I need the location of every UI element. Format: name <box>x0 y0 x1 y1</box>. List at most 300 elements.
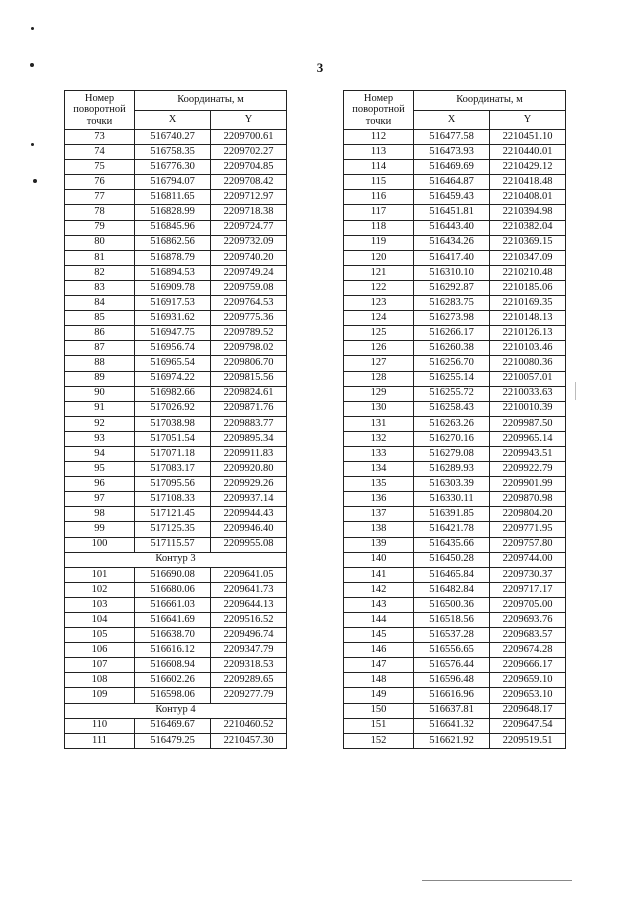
header-y: Y <box>211 111 287 130</box>
table-row <box>65 356 287 371</box>
x-coordinate-cell: 516273.98 <box>414 311 490 326</box>
y-coordinate-cell: 2210451.10 <box>490 130 566 145</box>
header-coordinates: Координаты, м <box>414 91 566 111</box>
point-number-cell: 113 <box>344 145 414 160</box>
x-coordinate-cell: 517071.18 <box>135 446 211 461</box>
x-coordinate-cell: 516661.03 <box>135 597 211 612</box>
x-coordinate-cell: 516602.26 <box>135 673 211 688</box>
y-coordinate-cell: 2209955.08 <box>211 537 287 552</box>
x-coordinate-cell: 517026.92 <box>135 401 211 416</box>
y-coordinate-cell: 2210169.35 <box>490 296 566 311</box>
y-coordinate-cell: 2210347.09 <box>490 250 566 265</box>
x-coordinate-cell: 516608.94 <box>135 658 211 673</box>
table-row <box>65 341 287 356</box>
point-number-cell: 143 <box>344 597 414 612</box>
y-coordinate-cell: 2209724.77 <box>211 220 287 235</box>
table-row <box>65 205 287 220</box>
table-row <box>344 386 566 401</box>
point-number-cell: 117 <box>344 205 414 220</box>
x-coordinate-cell: 516473.93 <box>414 145 490 160</box>
y-coordinate-cell: 2209920.80 <box>211 462 287 477</box>
point-number-cell: 146 <box>344 643 414 658</box>
table-row <box>344 160 566 175</box>
x-coordinate-cell: 516310.10 <box>414 265 490 280</box>
x-coordinate-cell: 516465.84 <box>414 567 490 582</box>
y-coordinate-cell: 2210210.48 <box>490 265 566 280</box>
x-coordinate-cell: 516862.56 <box>135 235 211 250</box>
x-coordinate-cell: 516256.70 <box>414 356 490 371</box>
margin-dot <box>31 27 34 30</box>
table-row <box>65 567 287 582</box>
margin-dot <box>31 143 34 146</box>
point-number-cell: 98 <box>65 507 135 522</box>
y-coordinate-cell: 2209965.14 <box>490 431 566 446</box>
table-row <box>344 597 566 612</box>
y-coordinate-cell: 2210010.39 <box>490 401 566 416</box>
y-coordinate-cell: 2210185.06 <box>490 280 566 295</box>
table-row <box>65 190 287 205</box>
x-coordinate-cell: 516956.74 <box>135 341 211 356</box>
x-coordinate-cell: 516556.65 <box>414 643 490 658</box>
x-coordinate-cell: 516435.66 <box>414 537 490 552</box>
table-row <box>344 552 566 567</box>
x-coordinate-cell: 516283.75 <box>414 296 490 311</box>
x-coordinate-cell: 516758.35 <box>135 145 211 160</box>
table-row <box>65 613 287 628</box>
x-coordinate-cell: 516330.11 <box>414 492 490 507</box>
table-row <box>344 628 566 643</box>
y-coordinate-cell: 2209775.36 <box>211 311 287 326</box>
table-row <box>344 220 566 235</box>
x-coordinate-cell: 516270.16 <box>414 431 490 446</box>
x-coordinate-cell: 516279.08 <box>414 446 490 461</box>
table-row <box>65 431 287 446</box>
table-row <box>65 175 287 190</box>
x-coordinate-cell: 516637.81 <box>414 703 490 718</box>
y-coordinate-cell: 2209702.27 <box>211 145 287 160</box>
point-number-cell: 145 <box>344 628 414 643</box>
point-number-cell: 88 <box>65 356 135 371</box>
x-coordinate-cell: 516598.06 <box>135 688 211 703</box>
point-number-cell: 76 <box>65 175 135 190</box>
y-coordinate-cell: 2209666.17 <box>490 658 566 673</box>
x-coordinate-cell: 517038.98 <box>135 416 211 431</box>
table-row <box>65 522 287 537</box>
y-coordinate-cell: 2209744.00 <box>490 552 566 567</box>
table-row <box>344 522 566 537</box>
table-row <box>344 462 566 477</box>
y-coordinate-cell: 2210057.01 <box>490 371 566 386</box>
point-number-cell: 152 <box>344 733 414 748</box>
y-coordinate-cell: 2209717.17 <box>490 582 566 597</box>
y-coordinate-cell: 2209641.05 <box>211 567 287 582</box>
table-row <box>65 628 287 643</box>
x-coordinate-cell: 516931.62 <box>135 311 211 326</box>
y-coordinate-cell: 2209895.34 <box>211 431 287 446</box>
point-number-cell: 87 <box>65 341 135 356</box>
point-number-cell: 80 <box>65 235 135 250</box>
x-coordinate-cell: 516464.87 <box>414 175 490 190</box>
point-number-cell: 135 <box>344 477 414 492</box>
x-coordinate-cell: 516537.28 <box>414 628 490 643</box>
y-coordinate-cell: 2209644.13 <box>211 597 287 612</box>
table-row <box>65 386 287 401</box>
y-coordinate-cell: 2209804.20 <box>490 507 566 522</box>
y-coordinate-cell: 2209759.08 <box>211 280 287 295</box>
y-coordinate-cell: 2209911.83 <box>211 446 287 461</box>
table-row <box>344 356 566 371</box>
y-coordinate-cell: 2209683.57 <box>490 628 566 643</box>
x-coordinate-cell: 516451.81 <box>414 205 490 220</box>
y-coordinate-cell: 2209901.99 <box>490 477 566 492</box>
table-row <box>344 371 566 386</box>
contour-row <box>65 703 287 718</box>
point-number-cell: 108 <box>65 673 135 688</box>
point-number-cell: 111 <box>65 733 135 748</box>
x-coordinate-cell: 516641.69 <box>135 613 211 628</box>
x-coordinate-cell: 516391.85 <box>414 507 490 522</box>
table-row <box>344 673 566 688</box>
point-number-cell: 82 <box>65 265 135 280</box>
y-coordinate-cell: 2209648.17 <box>490 703 566 718</box>
table-row <box>65 235 287 250</box>
header-point-number: Номер поворотной точки <box>65 91 135 130</box>
table-row <box>344 537 566 552</box>
x-coordinate-cell: 516794.07 <box>135 175 211 190</box>
table-row <box>344 446 566 461</box>
table-row <box>65 643 287 658</box>
table-row <box>344 401 566 416</box>
y-coordinate-cell: 2209659.10 <box>490 673 566 688</box>
x-coordinate-cell: 516965.54 <box>135 356 211 371</box>
contour-label: Контур 3 <box>65 552 287 567</box>
table-row <box>65 537 287 552</box>
y-coordinate-cell: 2210394.98 <box>490 205 566 220</box>
table-row <box>65 718 287 733</box>
margin-dot <box>33 179 37 183</box>
x-coordinate-cell: 516828.99 <box>135 205 211 220</box>
point-number-cell: 102 <box>65 582 135 597</box>
y-coordinate-cell: 2209496.74 <box>211 628 287 643</box>
y-coordinate-cell: 2209946.40 <box>211 522 287 537</box>
point-number-cell: 116 <box>344 190 414 205</box>
table-row <box>65 582 287 597</box>
table-row <box>65 160 287 175</box>
x-coordinate-cell: 516616.12 <box>135 643 211 658</box>
x-coordinate-cell: 516845.96 <box>135 220 211 235</box>
y-coordinate-cell: 2209806.70 <box>211 356 287 371</box>
y-coordinate-cell: 2209798.02 <box>211 341 287 356</box>
point-number-cell: 81 <box>65 250 135 265</box>
point-number-cell: 123 <box>344 296 414 311</box>
x-coordinate-cell: 516740.27 <box>135 130 211 145</box>
y-coordinate-cell: 2209730.37 <box>490 567 566 582</box>
x-coordinate-cell: 516690.08 <box>135 567 211 582</box>
table-row <box>65 401 287 416</box>
point-number-cell: 93 <box>65 431 135 446</box>
header-x: X <box>135 111 211 130</box>
x-coordinate-cell: 516263.26 <box>414 416 490 431</box>
table-row <box>65 371 287 386</box>
table-row <box>65 507 287 522</box>
x-coordinate-cell: 516443.40 <box>414 220 490 235</box>
y-coordinate-cell: 2209937.14 <box>211 492 287 507</box>
point-number-cell: 137 <box>344 507 414 522</box>
page-number: 3 <box>316 60 324 75</box>
table-row <box>344 280 566 295</box>
y-coordinate-cell: 2209871.76 <box>211 401 287 416</box>
y-coordinate-cell: 2210126.13 <box>490 326 566 341</box>
point-number-cell: 77 <box>65 190 135 205</box>
table-row <box>65 296 287 311</box>
x-coordinate-cell: 516479.25 <box>135 733 211 748</box>
table-row <box>65 477 287 492</box>
contour-label: Контур 4 <box>65 703 287 718</box>
header-x: X <box>414 111 490 130</box>
x-coordinate-cell: 516469.67 <box>135 718 211 733</box>
point-number-cell: 133 <box>344 446 414 461</box>
x-coordinate-cell: 516982.66 <box>135 386 211 401</box>
table-row <box>65 492 287 507</box>
point-number-cell: 110 <box>65 718 135 733</box>
table-row <box>344 613 566 628</box>
table-row <box>65 145 287 160</box>
y-coordinate-cell: 2209757.80 <box>490 537 566 552</box>
x-coordinate-cell: 516258.43 <box>414 401 490 416</box>
y-coordinate-cell: 2209653.10 <box>490 688 566 703</box>
point-number-cell: 144 <box>344 613 414 628</box>
x-coordinate-cell: 516518.56 <box>414 613 490 628</box>
table-row <box>65 130 287 145</box>
y-coordinate-cell: 2209705.00 <box>490 597 566 612</box>
y-coordinate-cell: 2209789.52 <box>211 326 287 341</box>
point-number-cell: 129 <box>344 386 414 401</box>
table-row <box>65 265 287 280</box>
table-body-right <box>344 130 566 749</box>
y-coordinate-cell: 2210460.52 <box>211 718 287 733</box>
table-row <box>65 597 287 612</box>
x-coordinate-cell: 516974.22 <box>135 371 211 386</box>
y-coordinate-cell: 2209347.79 <box>211 643 287 658</box>
x-coordinate-cell: 516638.70 <box>135 628 211 643</box>
y-coordinate-cell: 2209815.56 <box>211 371 287 386</box>
x-coordinate-cell: 516303.39 <box>414 477 490 492</box>
x-coordinate-cell: 517083.17 <box>135 462 211 477</box>
table-row <box>344 250 566 265</box>
x-coordinate-cell: 516459.43 <box>414 190 490 205</box>
point-number-cell: 91 <box>65 401 135 416</box>
point-number-cell: 142 <box>344 582 414 597</box>
y-coordinate-cell: 2209824.61 <box>211 386 287 401</box>
table-row <box>344 175 566 190</box>
x-coordinate-cell: 516641.32 <box>414 718 490 733</box>
table-row <box>344 703 566 718</box>
y-coordinate-cell: 2209883.77 <box>211 416 287 431</box>
point-number-cell: 151 <box>344 718 414 733</box>
header-y: Y <box>490 111 566 130</box>
header-point-number: Номер поворотной точки <box>344 91 414 130</box>
table-row <box>65 311 287 326</box>
y-coordinate-cell: 2209708.42 <box>211 175 287 190</box>
point-number-cell: 95 <box>65 462 135 477</box>
x-coordinate-cell: 516621.92 <box>414 733 490 748</box>
x-coordinate-cell: 517095.56 <box>135 477 211 492</box>
y-coordinate-cell: 2210418.48 <box>490 175 566 190</box>
footer-rule <box>422 880 572 881</box>
y-coordinate-cell: 2209519.51 <box>490 733 566 748</box>
x-coordinate-cell: 516878.79 <box>135 250 211 265</box>
point-number-cell: 122 <box>344 280 414 295</box>
point-number-cell: 96 <box>65 477 135 492</box>
table-row <box>65 446 287 461</box>
x-coordinate-cell: 516255.14 <box>414 371 490 386</box>
x-coordinate-cell: 516292.87 <box>414 280 490 295</box>
y-coordinate-cell: 2209704.85 <box>211 160 287 175</box>
point-number-cell: 128 <box>344 371 414 386</box>
table-row <box>344 416 566 431</box>
point-number-cell: 130 <box>344 401 414 416</box>
y-coordinate-cell: 2209318.53 <box>211 658 287 673</box>
point-number-cell: 106 <box>65 643 135 658</box>
point-number-cell: 107 <box>65 658 135 673</box>
table-row <box>65 250 287 265</box>
y-coordinate-cell: 2209943.51 <box>490 446 566 461</box>
table-row <box>65 733 287 748</box>
y-coordinate-cell: 2209922.79 <box>490 462 566 477</box>
table-row <box>344 507 566 522</box>
point-number-cell: 89 <box>65 371 135 386</box>
point-number-cell: 136 <box>344 492 414 507</box>
x-coordinate-cell: 516434.26 <box>414 235 490 250</box>
x-coordinate-cell: 516776.30 <box>135 160 211 175</box>
table-row <box>344 341 566 356</box>
point-number-cell: 74 <box>65 145 135 160</box>
table-row <box>65 673 287 688</box>
point-number-cell: 97 <box>65 492 135 507</box>
y-coordinate-cell: 2209693.76 <box>490 613 566 628</box>
point-number-cell: 119 <box>344 235 414 250</box>
x-coordinate-cell: 516421.78 <box>414 522 490 537</box>
x-coordinate-cell: 517121.45 <box>135 507 211 522</box>
y-coordinate-cell: 2209740.20 <box>211 250 287 265</box>
point-number-cell: 99 <box>65 522 135 537</box>
point-number-cell: 149 <box>344 688 414 703</box>
x-coordinate-cell: 517125.35 <box>135 522 211 537</box>
table-row <box>344 265 566 280</box>
point-number-cell: 148 <box>344 673 414 688</box>
point-number-cell: 124 <box>344 311 414 326</box>
table-row <box>344 567 566 582</box>
point-number-cell: 131 <box>344 416 414 431</box>
y-coordinate-cell: 2210369.15 <box>490 235 566 250</box>
y-coordinate-cell: 2209289.65 <box>211 673 287 688</box>
y-coordinate-cell: 2209929.26 <box>211 477 287 492</box>
coordinates-table-right <box>343 90 566 749</box>
point-number-cell: 78 <box>65 205 135 220</box>
table-row <box>344 296 566 311</box>
y-coordinate-cell: 2209277.79 <box>211 688 287 703</box>
point-number-cell: 83 <box>65 280 135 295</box>
x-coordinate-cell: 516811.65 <box>135 190 211 205</box>
point-number-cell: 126 <box>344 341 414 356</box>
y-coordinate-cell: 2209700.61 <box>211 130 287 145</box>
point-number-cell: 121 <box>344 265 414 280</box>
table-row <box>65 220 287 235</box>
margin-mark <box>575 382 576 400</box>
table-row <box>344 733 566 748</box>
x-coordinate-cell: 516289.93 <box>414 462 490 477</box>
point-number-cell: 125 <box>344 326 414 341</box>
point-number-cell: 79 <box>65 220 135 235</box>
table-body-left <box>65 130 287 749</box>
x-coordinate-cell: 516576.44 <box>414 658 490 673</box>
point-number-cell: 109 <box>65 688 135 703</box>
point-number-cell: 94 <box>65 446 135 461</box>
x-coordinate-cell: 516469.69 <box>414 160 490 175</box>
table-row <box>65 280 287 295</box>
table-row <box>344 658 566 673</box>
x-coordinate-cell: 516947.75 <box>135 326 211 341</box>
point-number-cell: 103 <box>65 597 135 612</box>
y-coordinate-cell: 2209516.52 <box>211 613 287 628</box>
table-row <box>65 688 287 703</box>
x-coordinate-cell: 517051.54 <box>135 431 211 446</box>
point-number-cell: 140 <box>344 552 414 567</box>
point-number-cell: 112 <box>344 130 414 145</box>
point-number-cell: 104 <box>65 613 135 628</box>
x-coordinate-cell: 516596.48 <box>414 673 490 688</box>
table-row <box>65 326 287 341</box>
y-coordinate-cell: 2210382.04 <box>490 220 566 235</box>
margin-dot <box>30 63 34 67</box>
contour-row <box>65 552 287 567</box>
point-number-cell: 105 <box>65 628 135 643</box>
table-row <box>344 145 566 160</box>
table-row <box>65 416 287 431</box>
y-coordinate-cell: 2210408.01 <box>490 190 566 205</box>
point-number-cell: 138 <box>344 522 414 537</box>
point-number-cell: 114 <box>344 160 414 175</box>
x-coordinate-cell: 516894.53 <box>135 265 211 280</box>
y-coordinate-cell: 2210033.63 <box>490 386 566 401</box>
y-coordinate-cell: 2209987.50 <box>490 416 566 431</box>
x-coordinate-cell: 516909.78 <box>135 280 211 295</box>
y-coordinate-cell: 2209944.43 <box>211 507 287 522</box>
x-coordinate-cell: 516500.36 <box>414 597 490 612</box>
point-number-cell: 134 <box>344 462 414 477</box>
table-row <box>344 190 566 205</box>
y-coordinate-cell: 2209647.54 <box>490 718 566 733</box>
point-number-cell: 84 <box>65 296 135 311</box>
x-coordinate-cell: 516616.96 <box>414 688 490 703</box>
y-coordinate-cell: 2209641.73 <box>211 582 287 597</box>
point-number-cell: 141 <box>344 567 414 582</box>
x-coordinate-cell: 516417.40 <box>414 250 490 265</box>
point-number-cell: 92 <box>65 416 135 431</box>
point-number-cell: 75 <box>65 160 135 175</box>
table-row <box>344 431 566 446</box>
y-coordinate-cell: 2210080.36 <box>490 356 566 371</box>
point-number-cell: 115 <box>344 175 414 190</box>
table-row <box>344 582 566 597</box>
y-coordinate-cell: 2209749.24 <box>211 265 287 280</box>
y-coordinate-cell: 2209764.53 <box>211 296 287 311</box>
table-row <box>344 492 566 507</box>
point-number-cell: 132 <box>344 431 414 446</box>
y-coordinate-cell: 2209712.97 <box>211 190 287 205</box>
x-coordinate-cell: 516260.38 <box>414 341 490 356</box>
point-number-cell: 147 <box>344 658 414 673</box>
